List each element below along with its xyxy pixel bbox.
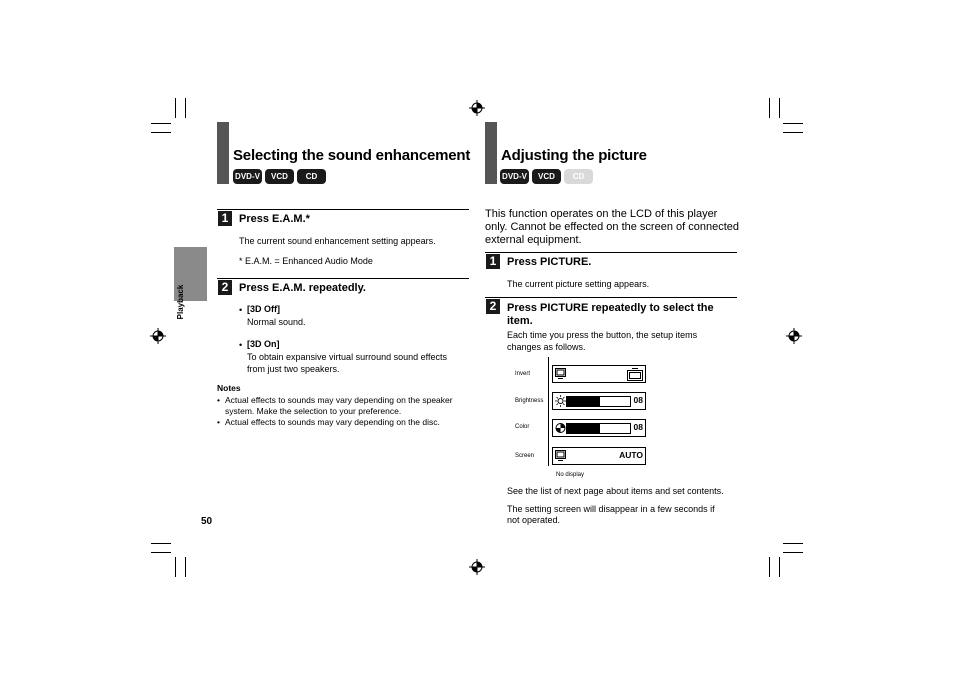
step-description: Each time you press the button, the setup items [507, 330, 698, 340]
brightness-bar [566, 396, 631, 407]
badge-dvd-v: DVD-V [233, 169, 262, 184]
bullet: • [239, 340, 243, 350]
notes-heading: Notes [217, 383, 241, 393]
setting-box-invert [552, 365, 646, 383]
step-number: 2 [218, 280, 232, 295]
intro-text: only. Cannot be effected on the screen of connected [485, 221, 739, 233]
crop-mark [769, 98, 770, 118]
setting-label-screen: Screen [515, 453, 535, 459]
section-title-sound: Selecting the sound enhancement [233, 147, 471, 164]
outro-text: The setting screen will disappear in a few seconds if [507, 504, 715, 514]
badge-dvd-v: DVD-V [500, 169, 529, 184]
color-bar-fill [567, 424, 600, 433]
option-description: from just two speakers. [247, 364, 340, 374]
option-title: [3D Off] [247, 304, 280, 314]
step-description: The current sound enhancement setting appears. [239, 236, 436, 246]
step-description: The current picture setting appears. [507, 279, 650, 289]
brightness-value: 08 [633, 395, 643, 405]
intro-text: This function operates on the LCD of this player [485, 208, 718, 220]
divider [217, 278, 469, 279]
crop-mark [769, 557, 770, 577]
crop-mark [151, 132, 171, 133]
badge-cd-disabled: CD [564, 169, 593, 184]
crop-mark [783, 543, 803, 544]
registration-mark-icon [150, 328, 166, 344]
step-title: Press E.A.M.* [239, 213, 310, 225]
section-title-picture: Adjusting the picture [501, 147, 647, 164]
screen-icon [555, 368, 566, 380]
format-badges [500, 169, 593, 184]
note-item: system. Make the selection to your preference. [225, 406, 402, 416]
setting-box-brightness [552, 392, 646, 410]
intro-text: external equipment. [485, 234, 582, 246]
bullet: • [217, 395, 220, 405]
divider [485, 252, 737, 253]
step-number: 1 [486, 254, 500, 269]
registration-mark-icon [786, 328, 802, 344]
setting-label-brightness: Brightness [515, 398, 544, 404]
bullet: • [239, 305, 243, 315]
no-display-label: No display [556, 472, 585, 478]
section-bar [485, 122, 497, 184]
crop-mark [185, 557, 186, 577]
crop-mark [151, 543, 171, 544]
option-description: Normal sound. [247, 317, 306, 327]
outro-text: not operated. [507, 515, 561, 525]
step-number: 2 [486, 299, 500, 314]
badge-vcd: VCD [532, 169, 561, 184]
step-title: Press E.A.M. repeatedly. [239, 282, 366, 294]
step-title: Press PICTURE repeatedly to select the [507, 302, 714, 314]
note-item: Actual effects to sounds may vary depending on the speaker [225, 395, 453, 405]
format-badges [233, 169, 326, 184]
crop-mark [175, 98, 176, 118]
footnote: * E.A.M. = Enhanced Audio Mode [239, 256, 373, 266]
color-value: 08 [633, 422, 643, 432]
crop-mark [783, 552, 803, 553]
section-bar [217, 122, 229, 184]
crop-mark [779, 98, 780, 118]
setting-box-color [552, 419, 646, 437]
step-number: 1 [218, 211, 232, 226]
color-bar [566, 423, 631, 434]
outro-text: See the list of next page about items and set contents. [507, 486, 724, 496]
note-item: Actual effects to sounds may vary depending on the disc. [225, 417, 440, 427]
crop-mark [175, 557, 176, 577]
crop-mark [185, 98, 186, 118]
inverted-screen-icon [627, 368, 643, 381]
bullet: • [217, 417, 220, 427]
option-title: [3D On] [247, 339, 280, 349]
crop-mark [783, 132, 803, 133]
brightness-bar-fill [567, 397, 600, 406]
step-title: item. [507, 315, 533, 327]
crop-mark [151, 123, 171, 124]
registration-mark-icon [469, 100, 485, 116]
divider [217, 209, 469, 210]
badge-vcd: VCD [265, 169, 294, 184]
crop-mark [783, 123, 803, 124]
step-description: changes as follows. [507, 342, 586, 352]
crop-mark [151, 552, 171, 553]
setting-box-screen [552, 447, 646, 465]
crop-mark [779, 557, 780, 577]
brightness-icon [555, 395, 566, 407]
option-description: To obtain expansive virtual surround sound effects [247, 352, 447, 362]
page-number: 50 [201, 516, 213, 527]
settings-bracket [548, 357, 549, 466]
side-tab-label: Playback [176, 284, 185, 320]
step-title: Press PICTURE. [507, 256, 592, 268]
screen-value: AUTO [619, 450, 643, 460]
screen-icon [555, 450, 566, 462]
setting-label-color: Color [515, 424, 530, 430]
setting-label-invert: Invert [515, 371, 531, 377]
color-icon [555, 422, 566, 434]
registration-mark-icon [469, 559, 485, 575]
divider [485, 297, 737, 298]
badge-cd: CD [297, 169, 326, 184]
